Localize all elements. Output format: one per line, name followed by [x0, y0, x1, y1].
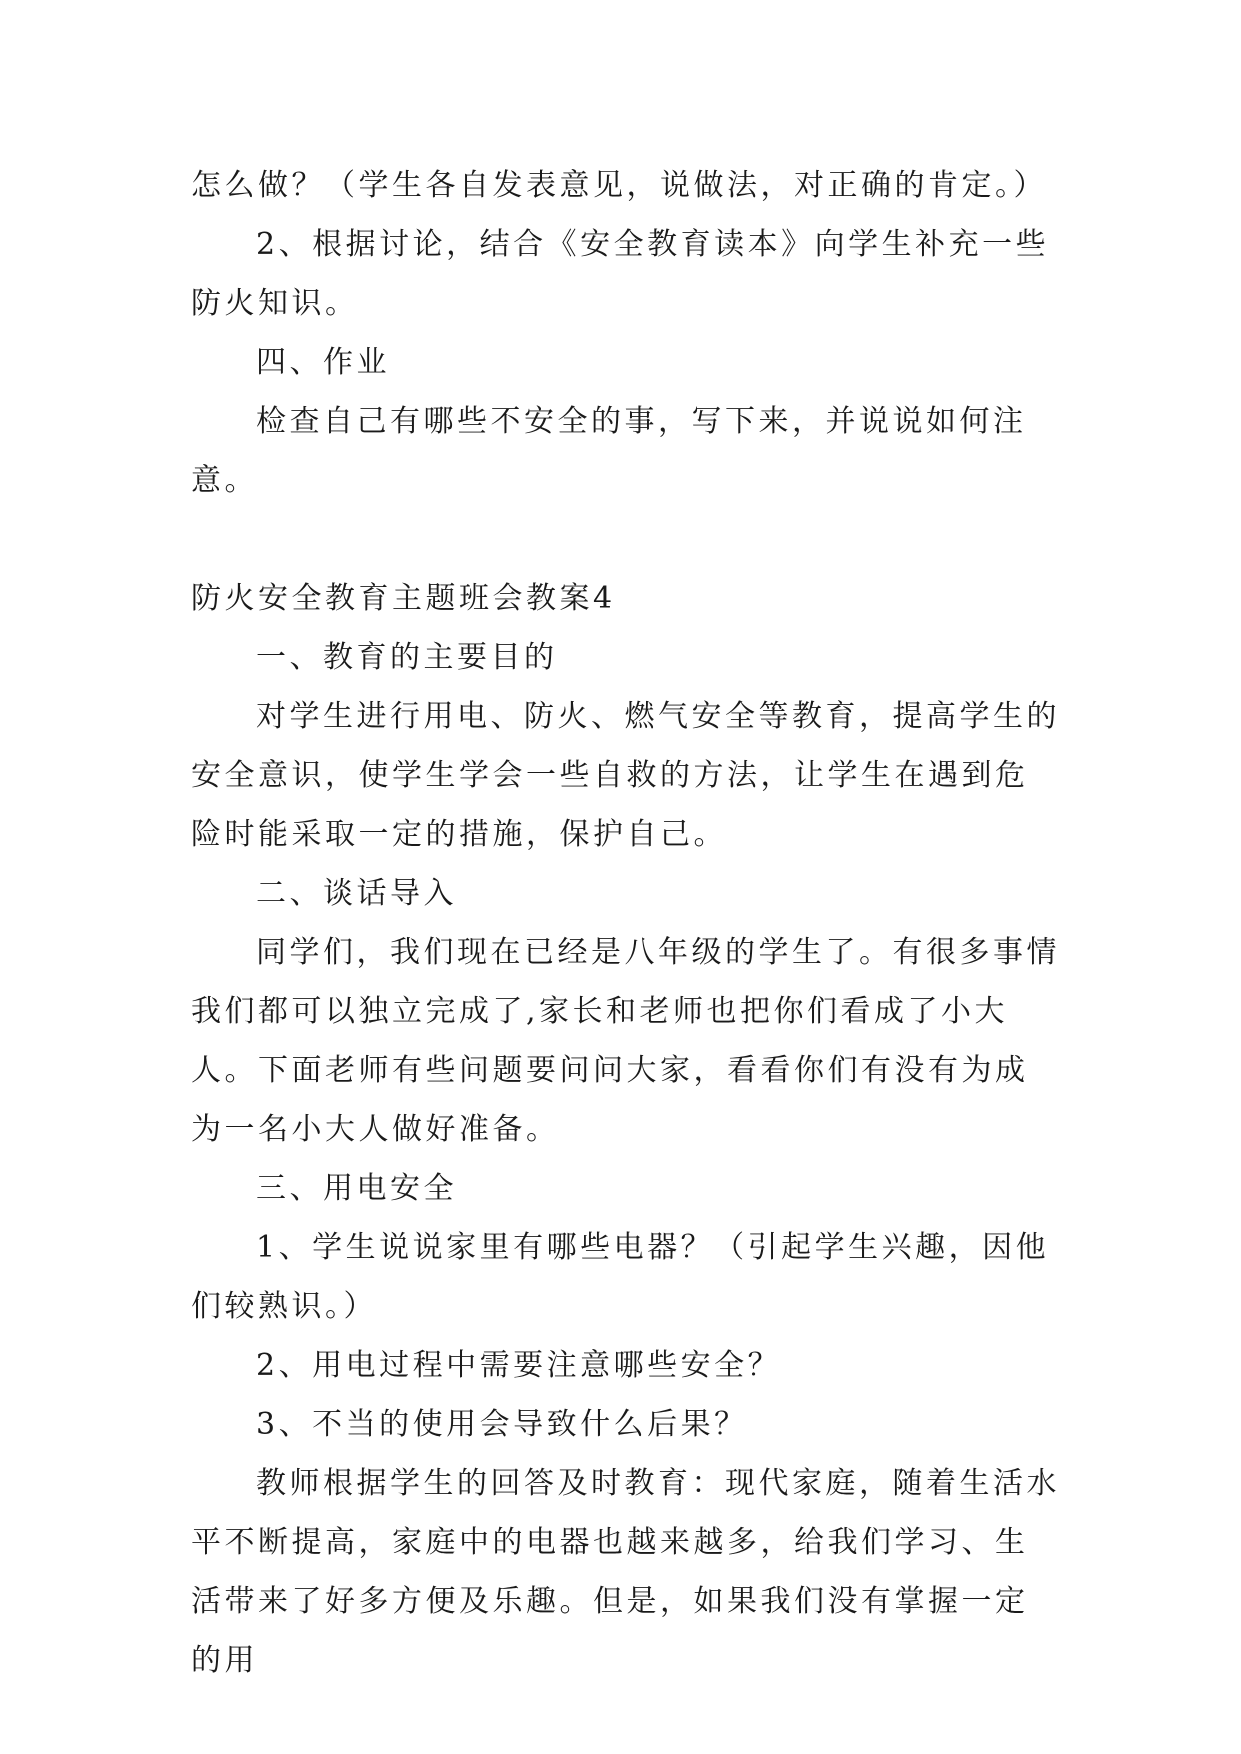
paragraph-homework: 检查自己有哪些不安全的事，写下来，并说说如何注意。: [191, 404, 1027, 498]
paragraph-continuation: 怎么做？（学生各自发表意见，说做法，对正确的肯定。）: [191, 168, 1047, 203]
section-heading-goal: 一、教育的主要目的: [256, 640, 558, 675]
section-heading-homework: 四、作业: [256, 345, 390, 380]
paragraph-teacher-education: 教师根据学生的回答及时教育：现代家庭，随着生活水平不断提高，家庭中的电器也越来越多，给我们学习、生活带来了好多方便及乐趣。但是，如果我们没有掌握一定的用: [191, 1466, 1060, 1678]
question-2: 2、用电过程中需要注意哪些安全？: [256, 1348, 782, 1383]
question-3: 3、不当的使用会导致什么后果？: [256, 1407, 748, 1442]
paragraph-fire-knowledge: 2、根据讨论，结合《安全教育读本》向学生补充一些防火知识。: [191, 227, 1050, 321]
question-1: 1、学生说说家里有哪些电器？（引起学生兴趣，因他们较熟识。）: [191, 1230, 1050, 1324]
section-gap: [191, 510, 1061, 569]
paragraph-goal: 对学生进行用电、防火、燃气安全等教育，提高学生的安全意识，使学生学会一些自救的方法，让学生在遇到危险时能采取一定的措施，保护自己。: [191, 699, 1060, 852]
section-heading-electric-safety: 三、用电安全: [256, 1171, 457, 1206]
paragraph-intro: 同学们，我们现在已经是八年级的学生了。有很多事情我们都可以独立完成了,家长和老师也把你们看成了小大人。下面老师有些问题要问问大家，看看你们有没有为成为一名小大人做好准备。: [191, 935, 1060, 1147]
section-heading-intro: 二、谈话导入: [256, 876, 457, 911]
document-body: [191, 156, 1061, 1690]
lesson-title: 防火安全教育主题班会教案4: [191, 581, 616, 616]
